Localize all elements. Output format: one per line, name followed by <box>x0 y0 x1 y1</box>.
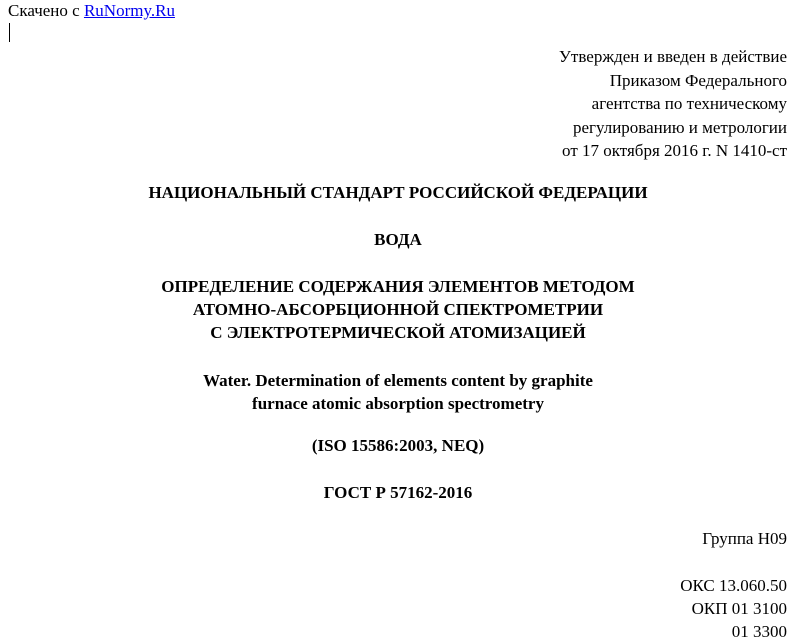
classification-code: ОКП 01 3100 <box>691 599 787 618</box>
approval-line: Приказом Федерального <box>609 70 787 90</box>
subject-heading: ВОДА <box>374 230 422 249</box>
group-code: Группа Н09 <box>702 529 787 548</box>
english-title-line: furnace atomic absorption spectrometry <box>252 394 544 413</box>
approval-line: Утвержден и введен в действие <box>558 47 787 66</box>
standard-title-russian <box>0 275 790 344</box>
classification-codes <box>680 574 787 643</box>
approval-line: агентства по техническому <box>591 94 787 113</box>
title-line: АТОМНО-АБСОРБЦИОННОЙ СПЕКТРОМЕТРИИ <box>192 300 604 319</box>
classification-code: ОКС 13.060.50 <box>680 576 787 595</box>
approval-line: регулированию и метрологии <box>572 117 787 137</box>
iso-reference: (ISO 15586:2003, NEQ) <box>311 436 485 455</box>
gost-number: ГОСТ Р 57162-2016 <box>323 483 473 502</box>
title-line: С ЭЛЕКТРОТЕРМИЧЕСКОЙ АТОМИЗАЦИЕЙ <box>210 323 586 342</box>
national-standard-heading: НАЦИОНАЛЬНЫЙ СТАНДАРТ РОССИЙСКОЙ ФЕДЕРАЦИИ <box>148 183 648 202</box>
classification-code: 01 3300 <box>731 622 787 641</box>
downloaded-from-notice <box>8 1 175 21</box>
approval-block <box>559 45 787 163</box>
downloaded-prefix: Скачено с <box>8 1 84 20</box>
standard-title-english <box>0 369 790 415</box>
runormy-link[interactable]: RuNormy.Ru <box>83 1 175 20</box>
approval-line: от 17 октября 2016 г. N 1410-ст <box>562 141 787 160</box>
english-title-line: Water. Determination of elements content by graphite <box>203 371 593 390</box>
title-line: ОПРЕДЕЛЕНИЕ СОДЕРЖАНИЯ ЭЛЕМЕНТОВ МЕТОДОМ <box>161 277 635 296</box>
text-cursor <box>9 23 10 42</box>
